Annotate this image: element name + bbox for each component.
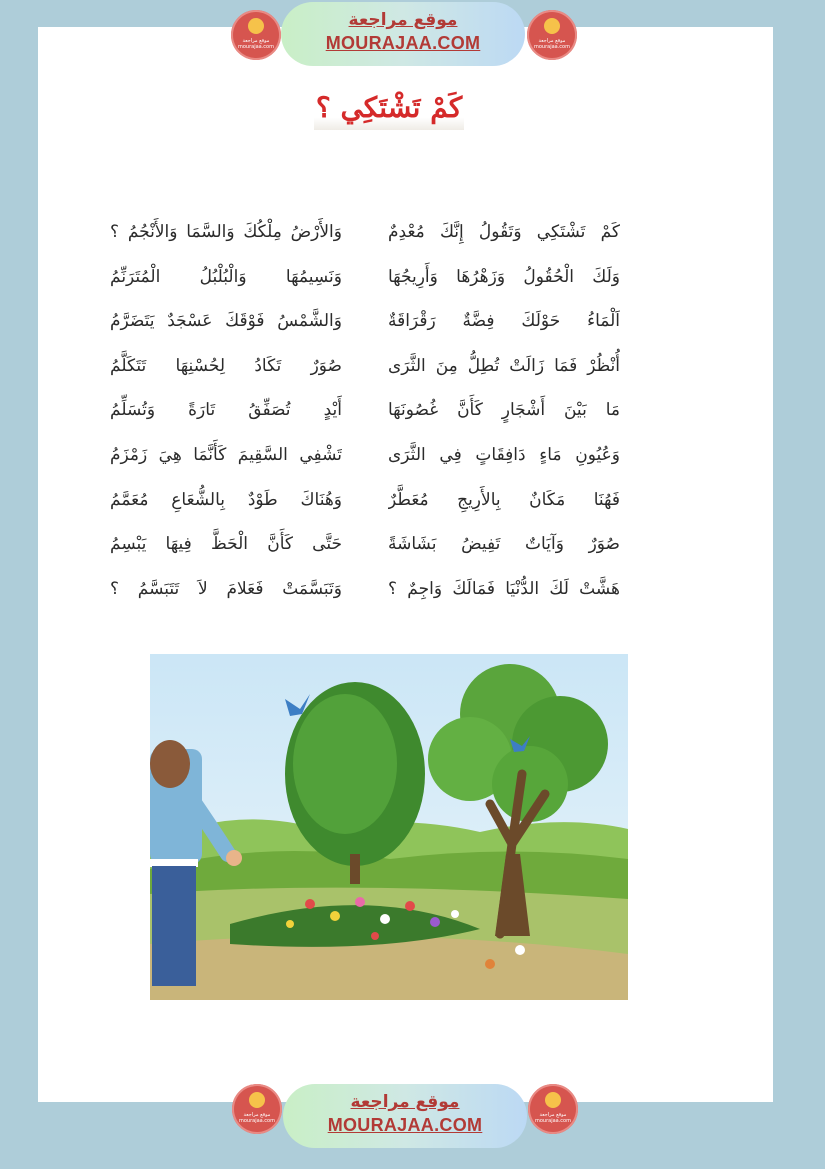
verse-line: تَشْفِي السَّقِيمَ كَأَنَّمَا هِيَ زَمْزَمُ — [110, 444, 342, 465]
verse-line: مَا بَيْنَ أَشْجَارٍ كَأَنَّ غُصُونَهَا — [388, 400, 620, 421]
site-logo-icon[interactable]: موقع مراجعة mourajaa.com — [232, 1084, 282, 1134]
verse-line: وَلَكَ الْحُقُولُ وَزَهْرُهَا وَأَرِيجُهَا — [388, 266, 620, 287]
poem-left-column — [110, 210, 342, 611]
verse-line: فَهُنَا مَكَانٌ بِالأَرِيجِ مُعَطَّرٌ — [388, 489, 620, 510]
poem-title-box — [314, 88, 464, 130]
footer-banner[interactable] — [283, 1084, 527, 1148]
verse-line: وَنَسِيمُهَا وَالْبُلْبُلُ الْمُتَرَنِّمُ — [110, 266, 342, 287]
verse-line: حَتَّى كَأَنَّ الْحَظَّ فِيهَا يَبْسِمُ — [110, 534, 342, 555]
verse-line: اَلْمَاءُ حَوْلَكَ فِضَّةٌ رَقْرَاقَةٌ — [388, 311, 620, 332]
verse-line: وَعُيُونِ مَاءٍ دَافِقَاتٍ فِي الثَّرَى — [388, 444, 620, 465]
verse-line: صُوَرٌ تَكَادُ لِحُسْنِهَا تَتَكَلَّمُ — [110, 355, 342, 376]
verse-line: وَهُنَاكَ طَوْدٌ بِالشُّعَاعِ مُعَمَّمُ — [110, 489, 342, 510]
header-site-name-en[interactable]: MOURAJAA.COM — [325, 33, 481, 53]
header-site-name-ar[interactable]: موقع مراجعة — [348, 10, 458, 30]
site-logo-icon[interactable]: موقع مراجعة mourajaa.com — [528, 1084, 578, 1134]
site-logo-icon[interactable]: موقع مراجعة mourajaa.com — [231, 10, 281, 60]
header-banner[interactable] — [281, 2, 525, 66]
verse-line: وَالشَّمْسُ فَوْقَكَ عَسْجَدٌ يَتَضَرَّمُ — [110, 311, 342, 332]
verse-line: أُنْظُرْ فَمَا زَالَتْ تُطِلُّ مِنَ الثَّرَى — [388, 355, 620, 376]
footer-site-name-ar[interactable]: موقع مراجعة — [350, 1092, 460, 1112]
footer-site-name-en[interactable]: MOURAJAA.COM — [327, 1115, 483, 1135]
verse-line: أَيْدٍ تُصَفِّقُ تَارَةً وَتُسَلِّمُ — [110, 400, 342, 421]
garden-illustration — [150, 654, 628, 1000]
verse-line: كَمْ تَشْتَكِي وَتَقُولُ إِنَّكَ مُعْدِمٌ — [388, 222, 620, 242]
verse-line: صُوَرٌ وَآيَاتٌ تَفِيضُ بَشَاشَةً — [388, 534, 620, 555]
verse-line: هَشَّتْ لَكَ الدُّنْيَا فَمَالَكَ وَاجِمٌ ؟ — [388, 578, 620, 599]
site-logo-icon[interactable]: موقع مراجعة mourajaa.com — [527, 10, 577, 60]
verse-line: وَتَبَسَّمَتْ فَعَلامَ لاَ تَتَبَسَّمُ ؟ — [110, 578, 342, 599]
verse-line: وَالأَرْضُ مِلْكُكَ وَالسَّمَا وَالأَنْجُمُ ؟ — [110, 222, 342, 242]
poem-right-column — [388, 210, 620, 611]
poem-title: كَمْ تَشْتَكِي ؟ — [315, 91, 463, 124]
